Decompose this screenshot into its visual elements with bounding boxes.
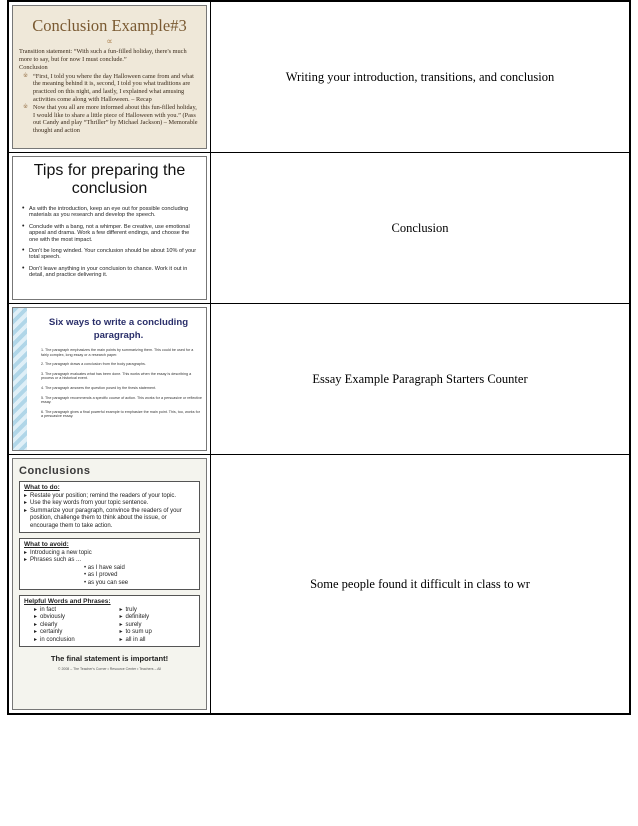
bullet: • Don't be long winded. Your conclusion should be about 10% of your total speech. — [29, 248, 200, 261]
bullet: • Conclude with a bang, not a whimper. Be creative, use emotional appeal and drama. Work a few different endings, and choose the one with the most impact. — [29, 224, 200, 243]
slide-thumbnail — [9, 153, 211, 303]
list-item: ▸ in fact — [34, 607, 110, 614]
slide-tips — [12, 156, 207, 300]
transition-statement: Transition statement: “With such a fun-filled holiday, there's much more to say, but for now I must conclude.” — [19, 48, 187, 63]
right-column — [110, 607, 196, 644]
bullet: ※ Now that you all are more informed about this fun-filled holiday, I would like to share a little piece of Halloween with you.” (Pass out Candy and play “Thriller” by Michael Jackson) – Memorable thought and action — [19, 104, 200, 134]
slide-caption: Essay Example Paragraph Starters Counter — [312, 371, 528, 386]
list-item: ▸ to sum up — [120, 629, 196, 636]
slide-title: Six ways to write a concluding paragraph. — [48, 317, 189, 341]
slide-six-ways — [12, 307, 207, 451]
list-item: ▸ clearly — [34, 622, 110, 629]
list-item: ▸ Phrases such as ... — [24, 557, 195, 564]
slide-thumbnail — [9, 304, 211, 454]
what-to-do-box — [19, 481, 200, 533]
list-item: ▸ Use the key words from your topic sentence. — [24, 500, 195, 507]
helpful-words-box — [19, 595, 200, 647]
list-item: ▸ all in all — [120, 637, 196, 644]
ornament-icon: ∝ — [106, 36, 113, 46]
slide-caption: Conclusion — [391, 220, 449, 235]
list-item: ▸ surely — [120, 622, 196, 629]
left-column — [24, 607, 110, 644]
final-statement: The final statement is important! — [50, 654, 169, 664]
slide-title: Conclusion Example#3 — [32, 16, 187, 35]
slide-conclusions — [12, 458, 207, 710]
slide-title: Tips for preparing the conclusion — [33, 162, 186, 197]
box-heading: Helpful Words and Phrases: — [24, 598, 111, 606]
slide-caption: Some people found it difficult in class to wr — [310, 576, 530, 591]
slide-conclusion-example — [12, 5, 207, 149]
phrase-item: • as I have said — [84, 564, 125, 571]
table-row — [9, 153, 629, 304]
list-item: 2. The paragraph draws a conclusion from the body paragraphs. — [41, 362, 146, 367]
bullet: • As with the introduction, keep an eye out for possible concluding materials as you research and develop the speech. — [29, 206, 200, 219]
table-row — [9, 2, 629, 153]
list-item: ▸ certainly — [34, 629, 110, 636]
list-item: ▸ truly — [120, 607, 196, 614]
box-heading: What to avoid: — [24, 541, 69, 549]
slide-thumbnail — [9, 455, 211, 713]
decorative-band — [13, 308, 27, 450]
slide-title: Conclusions — [19, 465, 91, 477]
list-item: 6. The paragraph gives a final powerful example to emphasize the main point. This, too, works for a persuasive essay. — [41, 409, 200, 419]
phrase-item: • as I proved — [84, 572, 118, 579]
slide-caption: Writing your introduction, transitions, and conclusion — [285, 69, 555, 84]
list-item: ▸ obviously — [34, 614, 110, 621]
phrase-item: • as you can see — [84, 579, 129, 586]
footer-text: © 2008 – The Teacher's Corner • Resource Center • Teachers – All — [57, 667, 162, 672]
box-heading: What to do: — [24, 484, 60, 491]
list-item: 5. The paragraph recommends a specific course of action. This works for a persuasive or reflective essay. — [41, 395, 202, 405]
bullet: ※ “First, I told you where the day Halloween came from and what the meaning behind it is, second, I told you what traditions are practiced on this night, and lastly, I explained what amusing activities come along with Halloween. – Recap — [19, 73, 200, 103]
what-to-avoid-box — [19, 538, 200, 590]
list-item: ▸ Introducing a new topic — [24, 550, 195, 557]
list-item: ▸ Summarize your paragraph, convince the readers of your position, challenge them to think about the issue, or encourage them to take action. — [24, 508, 195, 530]
slide-table — [7, 0, 631, 715]
slide-thumbnail — [9, 2, 211, 152]
table-row — [9, 304, 629, 455]
list-item: 1. The paragraph emphasizes the main points by summarizing them. This could be used for a fairly complex, long essay or a research paper. — [41, 348, 194, 357]
conclusion-label: Conclusion — [19, 64, 48, 72]
table-row — [9, 455, 629, 713]
list-item: ▸ in conclusion — [34, 637, 110, 644]
list-item: 3. The paragraph evaluates what has been done. This works when the essay is describing a process or a historical event. — [41, 371, 192, 381]
list-item: ▸ Restate your position; remind the readers of your topic. — [24, 493, 195, 500]
list-item: 4. The paragraph answers the question posed by the thesis statement. — [41, 385, 157, 390]
bullet: • Don't leave anything in your conclusion to chance. Work it out in detail, and practice delivering it. — [29, 266, 200, 279]
list-item: ▸ definitely — [120, 614, 196, 621]
